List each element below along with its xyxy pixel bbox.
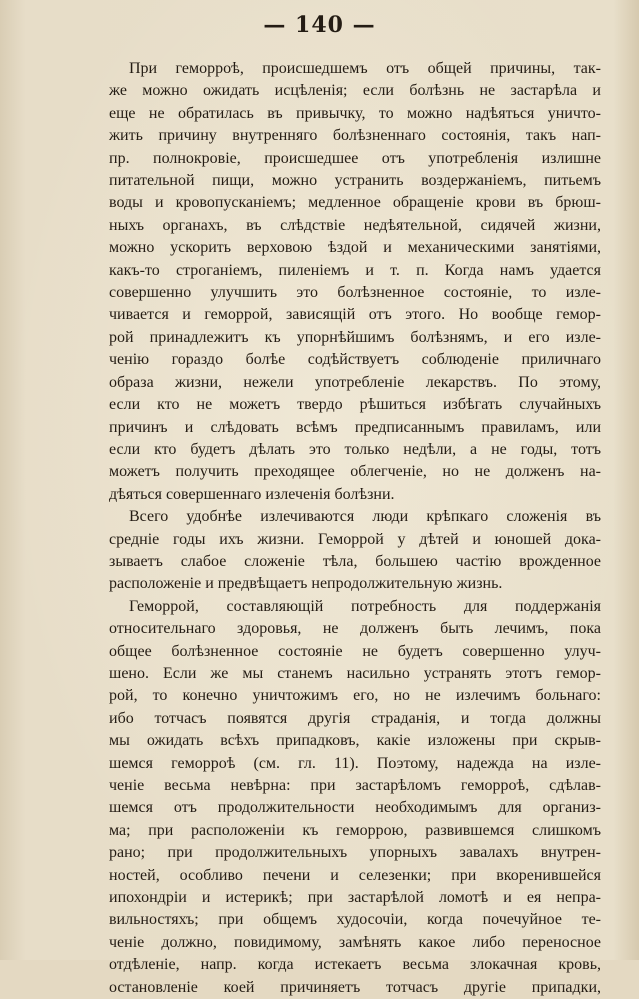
text-line: шемся отъ продолжительности необходимымъ для организ- (109, 799, 601, 817)
paragraph-2 (109, 506, 601, 596)
text-line: еще не обратилась въ привычку, то можно надѣяться уничто- (109, 104, 601, 122)
text-line: воды и кровопусканіемъ; медленное обращеніе крови въ брюш- (109, 194, 601, 212)
text-line: ныхъ органахъ, въ слѣдствіе недѣятельной, сидячей жизни, (109, 216, 601, 234)
text-line: средніе годы ихъ жизни. Геморрой у дѣтей и юношей дока- (109, 530, 601, 548)
text-line: зываетъ слабое сложеніе тѣла, большею частію врожденное (109, 552, 601, 570)
text-line: какъ-то строганіемъ, пиленіемъ и т. п. Когда намъ удается (109, 261, 601, 279)
text-line: вильностяхъ; при общемъ худосочіи, когда почечуйное те- (109, 911, 601, 929)
text-line: совершенно улучшить это болѣзненное состояніе, то излe- (109, 284, 601, 302)
text-line: можно ускорить верховою ѣздой и механическими занятіями, (109, 239, 601, 257)
page-number: — 140 — (263, 12, 376, 38)
text-line: ченіе должно, повидимому, замѣнять какое либо переносное (109, 933, 601, 951)
text-line: рой принадлежитъ къ упорнѣйшимъ болѣзнямъ, и его излe- (109, 328, 601, 346)
text-line: ностей, особливо печени и селезенки; при вкоренившейся (109, 866, 601, 884)
text-line: шено. Если же мы станемъ насильно устранять этотъ гемор- (109, 664, 601, 682)
text-line: дѣяться совершеннаго излеченія болѣзни. (109, 485, 395, 503)
text-line: ипохондріи и истерикѣ; при застарѣлой ломотѣ и ея непра- (109, 889, 601, 907)
text-line: мы ожидать всѣхъ припадковъ, какіе изложены при скрыв- (109, 732, 601, 750)
text-line: же можно ожидать исцѣленія; если болѣзнь не застарѣла и (109, 82, 601, 100)
text-line: ченію гораздо болѣе содѣйствуетъ соблюденіе приличнаго (109, 351, 601, 369)
text-line: питательной пищи, можно устранить воздержаніемъ, питьемъ (109, 172, 601, 190)
text-line: относительнаго здоровья, не долженъ быть лечимъ, пока (109, 620, 601, 638)
paragraph-3 (109, 596, 601, 999)
text-line: рой, то конечно уничтожимъ его, но не излечимъ больнаго: (109, 687, 601, 705)
text-line: пр. полнокровіе, происшедшее отъ употребленія излишне (109, 149, 601, 167)
text-line: образа жизни, нежели употребленіе лекарствъ. По этому, (109, 373, 601, 391)
text-line: ма; при расположеніи къ геморрою, развившемся слишкомъ (109, 821, 601, 839)
text-line: причинъ и слѣдовать всѣмъ предписаннымъ правиламъ, или (109, 418, 601, 436)
text-line: чивается и геморрой, зависящій отъ этого. Но вообще гемор- (109, 306, 601, 324)
text-line: общее болѣзненное состояніе не будетъ совершенно улуч- (109, 642, 601, 660)
body-text (109, 58, 601, 999)
text-line: рано; при продолжительныхъ упорныхъ завалахъ внутрен- (109, 844, 601, 862)
text-line: ченіе весьма невѣрна: при застарѣломъ геморроѣ, сдѣлав- (109, 777, 601, 794)
text-line: остановленіе коей причиняетъ тотчасъ другіе припадки, (109, 978, 601, 996)
text-line: если кто будетъ дѣлать это только недѣли, а не годы, тотъ (109, 440, 601, 458)
text-line: шемся геморроѣ (см. гл. 11). Поэтому, надежда на изле- (109, 754, 601, 772)
text-line: отдѣленіе, напр. когда истекаетъ весьма злокачная кровь, (109, 956, 601, 974)
paragraph-1 (109, 58, 601, 506)
text-line: Геморрой, составляющій потребность для поддержанія (129, 597, 601, 615)
text-line: расположеніе и предвѣщаетъ непродолжительную жизнь. (109, 575, 503, 593)
text-line: жить причину внутренняго болѣзненнаго состоянія, такъ нап- (109, 127, 601, 145)
text-line: можетъ получить преходящее облегченіе, но не долженъ на- (109, 463, 601, 481)
text-line: если кто не можетъ твердо рѣшиться избѣгать случайныхъ (109, 396, 601, 414)
text-line: ибо тотчасъ появятся другія страданія, и тогда должны (109, 709, 601, 727)
text-line: Всего удобнѣе излечиваются люди крѣпкаго сложенія въ (129, 508, 601, 526)
text-line: При геморроѣ, происшедшемъ отъ общей причины, так- (129, 60, 601, 77)
